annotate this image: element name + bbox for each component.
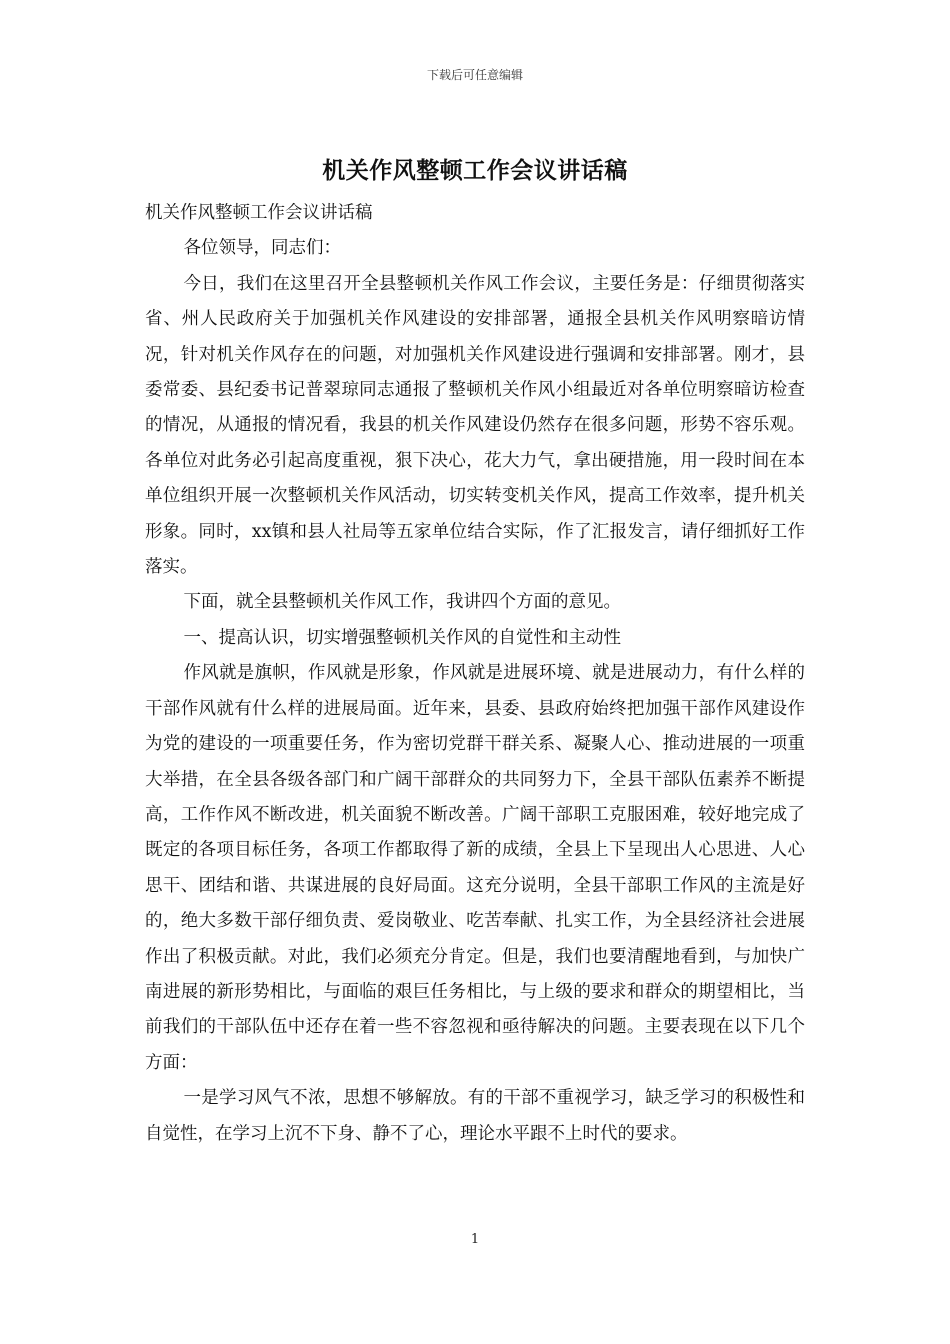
document-body [145, 196, 805, 1152]
paragraph-overview: 下面，就全县整顿机关作风工作，我讲四个方面的意见。 [183, 592, 621, 613]
document-title: 机关作风整顿工作会议讲话稿 [322, 157, 628, 184]
paragraph-point-1: 一是学习风气不浓，思想不够解放。有的干部不重视学习，缺乏学习的积极性和自觉性，在学习上沉不下身、静不了心，理论水平跟不上时代的要求。 [145, 1088, 805, 1144]
section-heading-1: 一、提高认识，切实增强整顿机关作风的自觉性和主动性 [183, 627, 621, 648]
page-number: 1 [470, 1232, 480, 1247]
paragraph-intro: 今日，我们在这里召开全县整顿机关作风工作会议，主要任务是：仔细贯彻落实省、州人民政府关于加强机关作风建设的安排部署，通报全县机关作风明察暗访情况，针对机关作风存在的问题，对加强机关作风建设进行强调和安排部署。刚才，县委常委、县纪委书记普翠琼同志通报了整顿机关作风小组最近对各单位明察暗访检查的情况，从通报的情况看，我县的机关作风建设仍然存在很多问题，形势不容乐观。各单位对此务必引起高度重视，狠下决心，花大力气，拿出硬措施，用一段时间在本单位组织开展一次整顿机关作风活动，切实转变机关作风，提高工作效率，提升机关形象。同时，xx镇和县人社局等五家单位结合实际，作了汇报发言，请仔细抓好工作落实。 [145, 273, 805, 578]
salutation: 各位领导，同志们： [183, 238, 341, 259]
header-note: 下载后可任意编辑 [426, 68, 523, 82]
subtitle-line: 机关作风整顿工作会议讲话稿 [145, 203, 373, 223]
paragraph-section-1: 作风就是旗帜，作风就是形象，作风就是进展环境、就是进展动力，有什么样的干部作风就有什么样的进展局面。近年来，县委、县政府始终把加强干部作风建设作为党的建设的一项重要任务，作为密切党群干群关系、凝聚人心、推动进展的一项重大举措，在全县各级各部门和广阔干部群众的共同努力下，全县干部队伍素养不断提高，工作作风不断改进，机关面貌不断改善。广阔干部职工克服困难，较好地完成了既定的各项目标任务，各项工作都取得了新的成绩，全县上下呈现出人心思进、人心思干、团结和谐、共谋进展的良好局面。这充分说明，全县干部职工作风的主流是好的，绝大多数干部仔细负责、爱岗敬业、吃苦奉献、扎实工作，为全县经济社会进展作出了积极贡献。对此，我们必须充分肯定。但是，我们也要清醒地看到，与加快广南进展的新形势相比，与面临的艰巨任务相比，与上级的要求和群众的期望相比，当前我们的干部队伍中还存在着一些不容忽视和亟待解决的问题。主要表现在以下几个方面： [145, 663, 805, 1073]
